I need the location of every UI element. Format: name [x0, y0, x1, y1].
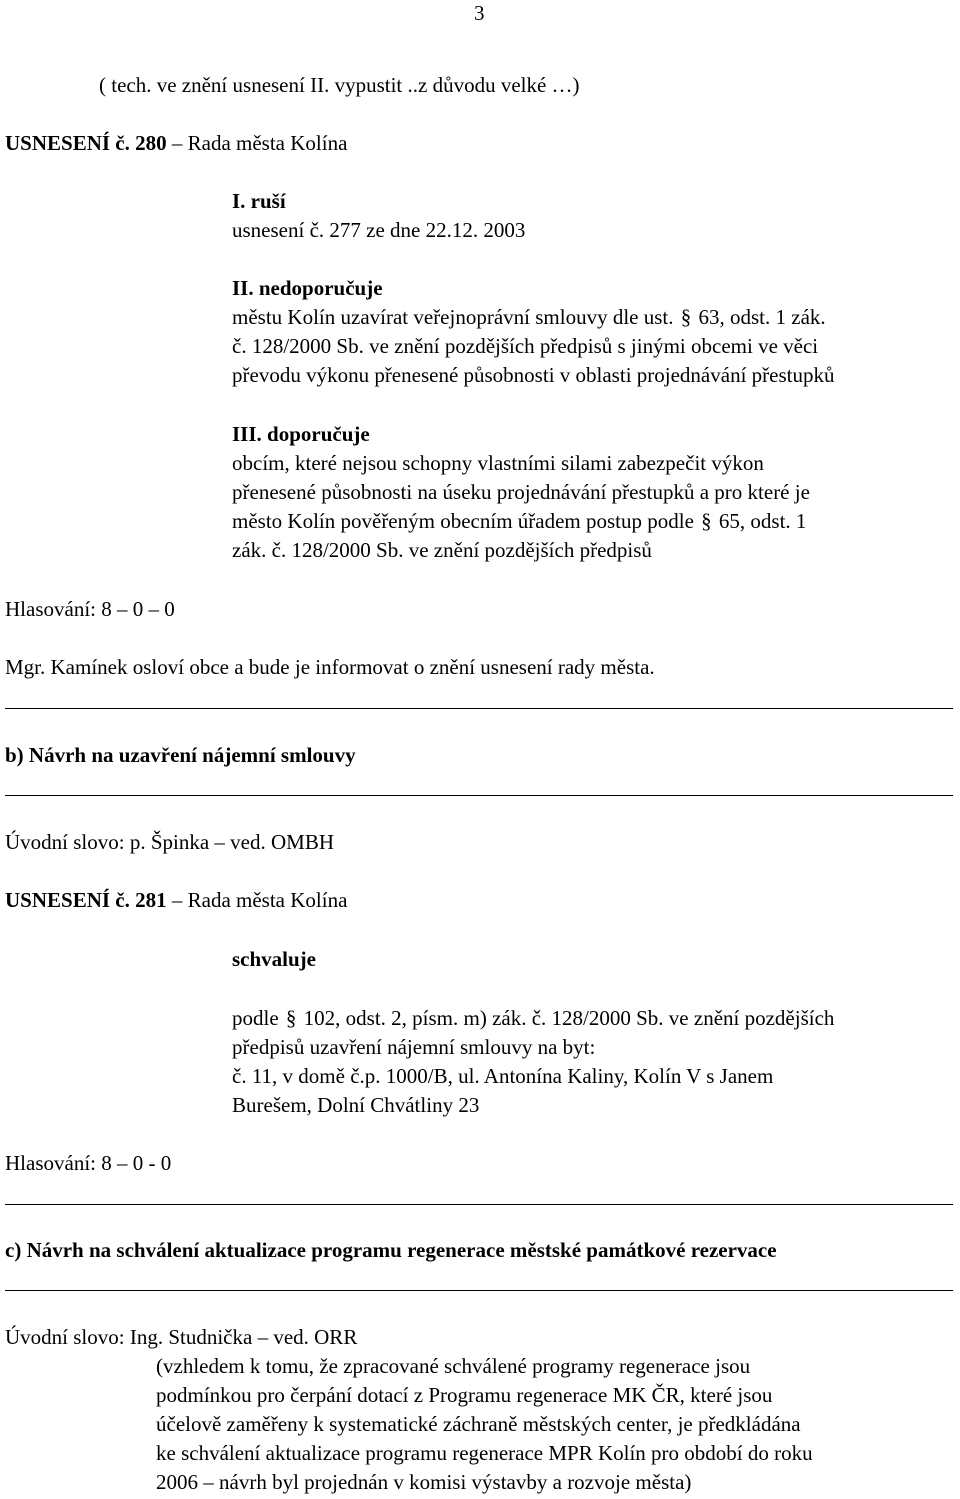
section-b-line-2: předpisů uzavření nájemní smlouvy na byt:	[232, 1035, 596, 1059]
item-2-line-2: č. 128/2000 Sb. ve znění pozdějších předpisů s jinými obcemi ve věci	[232, 334, 819, 358]
item-2-title: II. nedoporučuje	[232, 276, 383, 300]
section-sign: §	[285, 1006, 297, 1030]
section-c-line-2: podmínkou pro čerpání dotací z Programu regenerace MK ČR, které jsou	[156, 1383, 773, 1407]
item-3-line-4: zák. č. 128/2000 Sb. ve znění pozdějších předpisů	[232, 538, 652, 562]
item-2-line-1-ref: 63, odst. 1 zák.	[698, 305, 826, 329]
page-number: 3	[474, 1, 485, 25]
vote-280: Hlasování: 8 – 0 – 0	[5, 597, 175, 621]
resolution-280-issuer: – Rada města Kolína	[171, 131, 348, 155]
section-c-line-5: 2006 – návrh byl projednán v komisi výstavby a rozvoje města)	[156, 1470, 692, 1494]
resolution-281-issuer: – Rada města Kolína	[171, 888, 348, 912]
section-sign: §	[680, 305, 692, 329]
resolution-280-heading	[5, 133, 347, 154]
section-c-line-1: (vzhledem k tomu, že zpracované schválené programy regenerace jsou	[156, 1354, 751, 1378]
item-3-title: III. doporučuje	[232, 422, 370, 446]
section-b-decision: schvaluje	[232, 947, 316, 971]
section-b-line-4: Burešem, Dolní Chvátliny 23	[232, 1093, 480, 1117]
item-1-title: I. ruší	[232, 189, 286, 213]
item-2-line-1	[232, 307, 826, 328]
item-1-text: usnesení č. 277 ze dne 22.12. 2003	[232, 218, 526, 242]
vote-281: Hlasování: 8 – 0 - 0	[5, 1151, 172, 1175]
section-c-line-4: ke schválení aktualizace programu regenerace MPR Kolín pro období do roku	[156, 1441, 813, 1465]
divider	[5, 1290, 953, 1291]
section-c-intro: Úvodní slovo: Ing. Studnička – ved. ORR	[5, 1325, 358, 1349]
item-3-line-3-ref: 65, odst. 1	[718, 509, 807, 533]
item-3-line-2: přenesené působnosti na úseku projednávání přestupků a pro které je	[232, 480, 810, 504]
section-b-line-1	[232, 1008, 834, 1029]
item-3-line-1: obcím, které nejsou schopny vlastními silami zabezpečit výkon	[232, 451, 764, 475]
section-b-line-3: č. 11, v domě č.p. 1000/B, ul. Antonína Kaliny, Kolín V s Janem	[232, 1064, 774, 1088]
resolution-281-heading	[5, 890, 347, 911]
item-3-line-3	[232, 511, 806, 532]
item-3-line-3-text: město Kolín pověřeným obecním úřadem postup podle	[232, 509, 694, 533]
top-note: ( tech. ve znění usnesení II. vypustit ..z důvodu velké …)	[99, 73, 580, 97]
section-c-title: c) Návrh na schválení aktualizace programu regenerace městské památkové rezervace	[5, 1238, 777, 1262]
mgr-note: Mgr. Kamínek osloví obce a bude je informovat o znění usnesení rady města.	[5, 655, 655, 679]
section-sign: §	[701, 509, 712, 533]
section-b-title: b) Návrh na uzavření nájemní smlouvy	[5, 743, 356, 767]
resolution-280-number: USNESENÍ č. 280	[5, 131, 167, 155]
item-2-line-1-text: městu Kolín uzavírat veřejnoprávní smlouvy dle ust.	[232, 305, 674, 329]
divider	[5, 1204, 953, 1205]
resolution-281-number: USNESENÍ č. 281	[5, 888, 167, 912]
divider	[5, 795, 953, 796]
item-2-line-3: převodu výkonu přenesené působnosti v oblasti projednávání přestupků	[232, 363, 835, 387]
section-b-line-1-ref: 102, odst. 2, písm. m) zák. č. 128/2000 Sb. ve znění pozdějších	[303, 1006, 835, 1030]
divider	[5, 708, 953, 709]
section-b-intro: Úvodní slovo: p. Špinka – ved. OMBH	[5, 830, 335, 854]
section-b-line-1-text: podle	[232, 1006, 279, 1030]
section-c-line-3: účelově zaměřeny k systematické záchraně městských center, je předkládána	[156, 1412, 801, 1436]
